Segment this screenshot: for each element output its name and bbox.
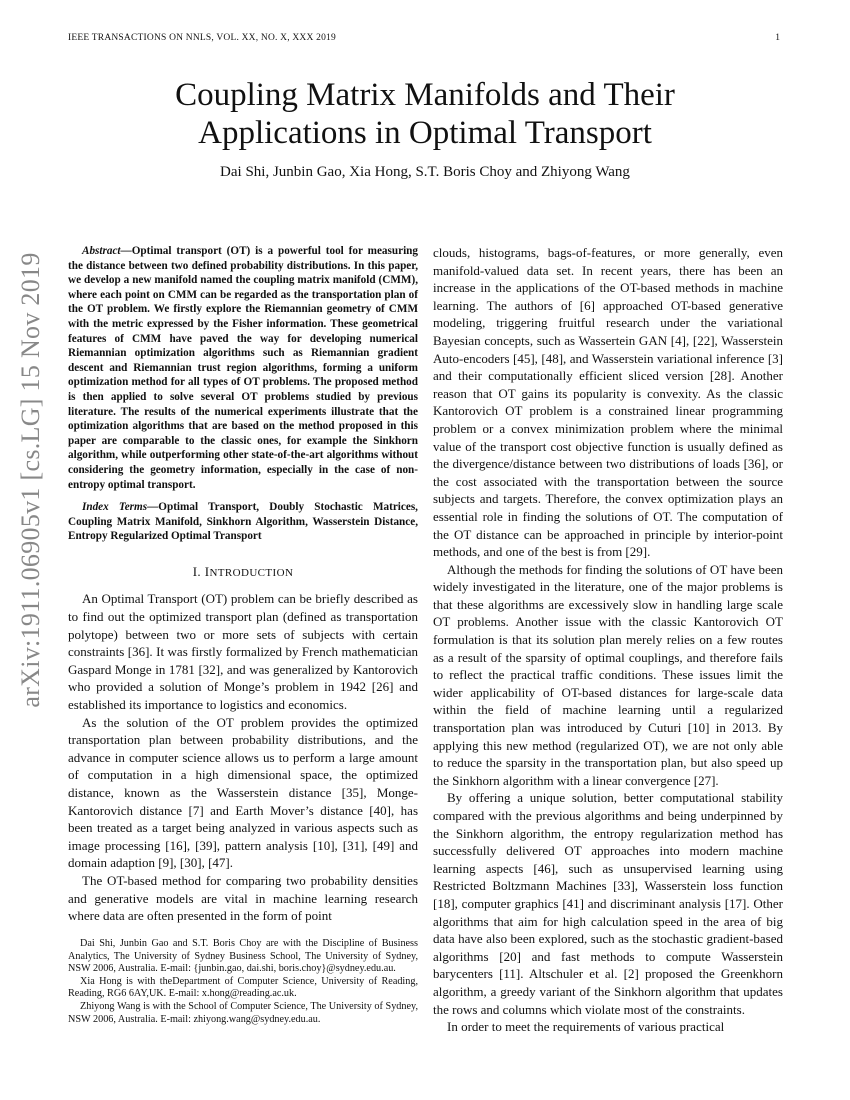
footnote: Xia Hong is with theDepartment of Computer Science, University of Reading, Reading, RG6 6AY,UK. E-mail: x.hong@reading.ac.uk. [68,975,418,1000]
section-heading-introduction [68,563,418,583]
abstract [68,244,418,492]
left-paragraph: The OT-based method for comparing two probability densities and generative models are vital in machine learning research where data are often presented in the form of point [68,872,418,924]
title-line-1: Coupling Matrix Manifolds and Their [175,77,675,113]
right-paragraph: Although the methods for finding the solutions of OT have been widely investigated in the literature, one of the major problems is that these algorithms are excessively slow in handling large scale OT problems. Another issue with the classic Kantorovich OT formulation is that its solution plan merely relies on a few routes as a result of the sparsity of optimal couplings, and therefore fails to reflect the practical traffic conditions. These issues limit the wider applicability of OT-based distances for large-scale data within the field of machine learning until a regularized transportation plan was introduced by Cuturi [10] in 2013. By applying this new method (regularized OT), we are not only able to reduce the sparsity in the transportation plan, but also speed up the Sinkhorn algorithm with a linear convergence [27]. [433,561,783,788]
section-numeral: I. I [192,563,210,579]
footnote: Zhiyong Wang is with the School of Computer Science, The University of Sydney, NSW 2006, Australia. E-mail: zhiyong.wang@sydney.edu.au. [68,1000,418,1025]
left-paragraph: As the solution of the OT problem provides the optimized transportation plan between probability distributions, and the advance in computer science allows us to perform a large amount of computation in a high dimensional space, the optimized distance, known as the Wasserstein distance [35], Monge-Kantorovich distance [7] and Earth Mover’s distance [40], has been treated as a target being analyzed in various aspects such as image processing [16], [39], pattern analysis [10], [31], [49] and domain adaption [9], [30], [47]. [68,714,418,871]
page-number: 1 [775,33,780,43]
left-paragraph: An Optimal Transport (OT) problem can be briefly described as to find out the optimized transport plan (defined as transportation polytope) between two or more sets of subjects with certain constraints [36]. It was firstly formalized by French mathematician Gaspard Monge in 1781 [32], and was generalized by Kantorovich who provided a solution of Monge’s problem in 1942 [26] and established its importance to logistics and economics. [68,591,418,713]
section-name: NTRODUCTION [209,566,294,579]
index-terms [68,500,418,544]
abstract-label: Abstract [82,245,121,257]
title-line-2: Applications in Optimal Transport [198,115,652,151]
author-footnotes [68,938,418,1026]
right-paragraph: In order to meet the requirements of various practical [447,1019,725,1035]
author-list: Dai Shi, Junbin Gao, Xia Hong, S.T. Boris Choy and Zhiyong Wang [220,164,630,180]
index-terms-text: —Optimal Transport, Doubly Stochastic Matrices, Coupling Matrix Manifold, Sinkhorn Algorithm, Wasserstein Distance, Entropy Regularized Optimal Transport [68,501,418,543]
arxiv-stamp-text: arXiv:1911.06905v1 [cs.LG] 15 Nov 2019 [16,252,45,708]
paper-title [68,76,782,152]
index-terms-label: Index Terms [82,501,148,514]
running-header: IEEE TRANSACTIONS ON NNLS, VOL. XX, NO. X, XXX 2019 [68,33,336,43]
right-paragraph: By offering a unique solution, better computational stability compared with the previous algorithms and being underpinned by the Sinkhorn algorithm, the entropy regularization method has successfully delivered OT approaches into modern machine learning aspects [46], such as unsupervised learning using Restricted Boltzmann Machines [33], Wasserstein loss function [18], computer graphics [41] and discriminant analysis [17]. Other algorithms that aim for high calculation speed in the area of big data have also been explored, such as the stochastic gradient-based algorithms [20] and fast methods to compute Wasserstein barycenters [11]. Altschuler et al. [2] proposed the Greenkhorn algorithm, a greedy variant of the Sinkhorn algorithm that updates the rows and columns which violate most of the constraints. [433,790,783,1017]
abstract-text: —Optimal transport (OT) is a powerful tool for measuring the distance between two defined probability distributions. In this paper, we develop a new manifold named the coupling matrix manifold (CMM), where each point on CMM can be regarded as the transportation plan of the OT problem. We firstly explore the Riemannian geometry of CMM with the metric expressed by the Fisher information. These geometrical features of CMM have paved the way for developing numerical Riemannian optimization algorithms such as Riemannian gradient descent and Riemannian trust region algorithms, forming a uniform optimization method for all types of OT problems. The proposed method is then applied to solve several OT problems studied by previous literature. The results of the numerical experiments illustrate that the optimization algorithms that are based on the method proposed in this paper are comparable to the classic ones, for example the Sinkhorn algorithm, while outperforming other state-of-the-art algorithms without considering the geometry information, especially in the case of non-entropy optimal transport. [68,245,418,491]
right-paragraph: clouds, histograms, bags-of-features, or more generally, even manifold-valued data set. In recent years, there has been an increase in the applications of the OT-based methods in machine learning. The authors of [6] approached OT-based generative modeling, triggering fruitful research under the variational Bayesian concepts, such as Wassertein GAN [4], [22], Wasserstein Auto-encoders [45], [48], and Wasserstein variational inference [3] and their computationally efficient sliced version [28]. Another reason that OT gains its popularity is convexity. As the classic Kantorovich OT problem is a constrained linear programming problem or a convex minimization problem where the minimal value of the transport cost objective function is usually defined as the divergence/distance between two distributions of loads [36], or the cost associated with the transportation between the source subjects and targets. Therefore, the convex optimization plays an essential role in finding the solutions of OT. The computation of the OT distance can be approached in principle by interior-point methods, and one of the best is from [29]. [433,245,783,560]
arxiv-sidebar-stamp [14,252,48,708]
left-column [68,244,418,925]
footnote: Dai Shi, Junbin Gao and S.T. Boris Choy are with the Discipline of Business Analytics, The University of Sydney Business School, The University of Sydney, NSW 2006, Australia. E-mail: {junbin.gao, dai.shi, boris.choy}@sydney.edu.au. [68,938,418,975]
right-column [433,244,783,1036]
